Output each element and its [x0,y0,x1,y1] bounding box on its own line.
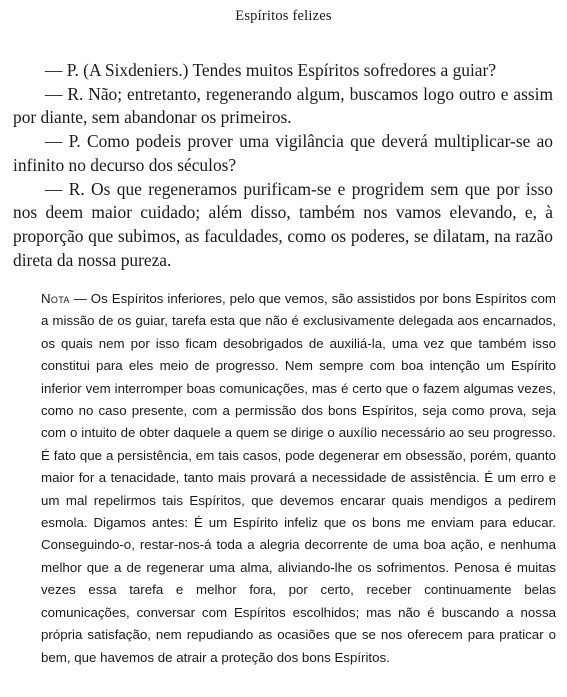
note-text: — Os Espíritos inferiores, pelo que vemos, são assistidos por bons Espíritos com a missão de os guiar, tarefa esta que não é exclusivamente delegada aos encarnados, os quais nem por isso ficam desobrigados de auxiliá-la, uma vez que também isso constitui para eles meio de progresso. Nem sempre com boa intenção um Espírito inferior vem interromper boas comunicações, mas é certo que o fazem algumas vezes, como no caso presente, com a permissão dos bons Espíritos, seja como prova, seja com o intuito de obter daquele a quem se dirige o auxílio necessário ao seu progresso. É fato que a persistência, em tais casos, pode degenerar em obsessão, porém, quanto maior for a tenacidade, tanto mais provará a necessidade de assistência. É um erro e um mal repelirmos tais Espíritos, que devemos encarar quais mendigos a pedirem esmola. Digamos antes: É um Espírito infeliz que os bons me enviam para educar. Conseguindo-o, restar-nos-á toda a alegria decorrente de uma boa ação, e nenhuma melhor que a de regenerar uma alma, aliviando-lhe os sofrimentos. Penosa é muitas vezes essa tarefa e melhor fora, por certo, receber continuamente belas comunicações, conversar com Espíritos escolhidos; mas não é buscando a nossa própria satisfação, nem repudiando as ocasiões que se nos oferecem para praticar o bem, que havemos de atrair a proteção dos bons Espíritos. [41,291,556,665]
dialogue-answer-2: — R. Os que regeneramos purificam-se e progridem sem que por isso nos deem maior cuidado; além disso, também nos vamos elevando, e, à proporção que subimos, as faculdades, como os poderes, se dilatam, na razão direta da nossa pureza. [13,178,553,270]
note-label: Nota [41,291,70,306]
editorial-note [41,288,556,669]
dialogue-question-1: — P. (A Sixdeniers.) Tendes muitos Espíritos sofredores a guiar? [45,60,497,80]
dialogue-answer-1: — R. Não; entretanto, regenerando algum, buscamos logo outro e assim por diante, sem abandonar os primeiros. [13,83,553,128]
dialogue-question-2: — P. Como podeis prover uma vigilância que deverá multiplicar-se ao infinito no decurso dos séculos? [13,131,553,175]
dialogue-section [13,59,553,272]
running-head-title: Espíritos felizes [235,8,332,24]
